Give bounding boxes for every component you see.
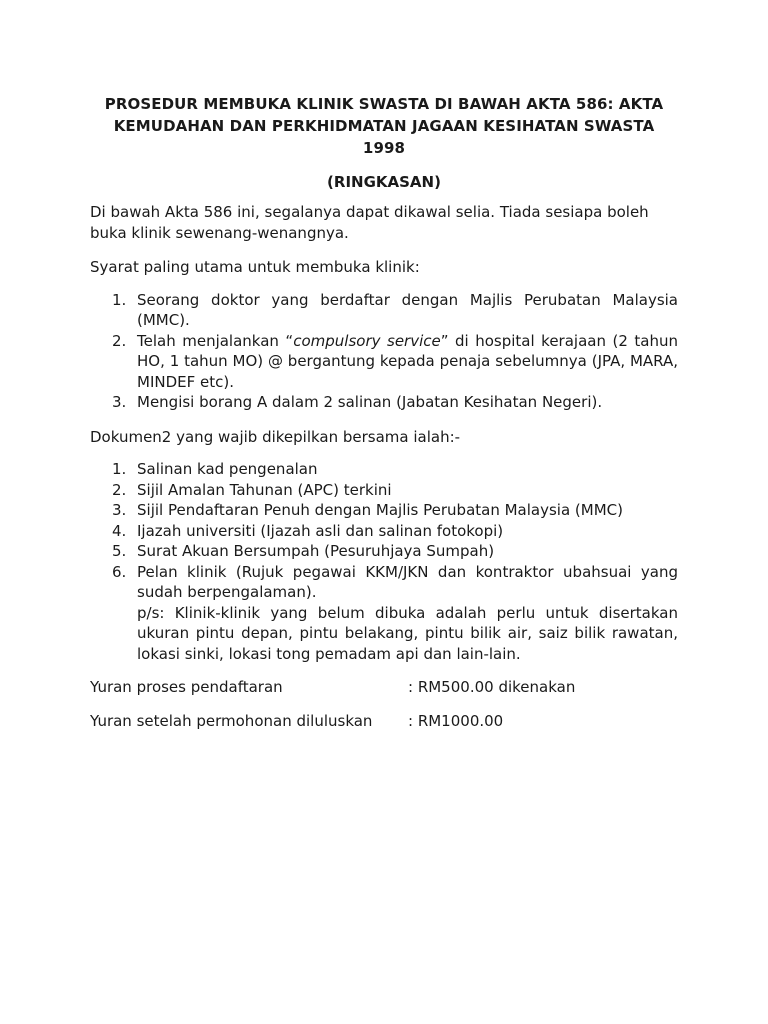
fee-label: Yuran setelah permohonan diluluskan [90,712,373,730]
list-item [90,562,678,665]
list-item-number: 4. [112,521,127,540]
list-item-text: Mengisi borang A dalam 2 salinan (Jabatan Kesihatan Negeri). [137,393,603,411]
list-item-number: 2. [112,331,127,350]
list-item [90,290,678,331]
list-item [90,459,678,480]
list-item-text-post: ” di hospital kerajaan (2 tahun HO, 1 tahun MO) @ bergantung kepada penaja sebelumnya (JPA, MARA, MINDEF etc). [137,331,678,391]
document-title-line-1: PROSEDUR MEMBUKA KLINIK SWASTA DI BAWAH AKTA 586: AKTA [104,95,664,113]
list-item-text-pre: Telah menjalankan “ [137,331,294,350]
list-item-text: Pelan klinik (Rujuk pegawai KKM/JKN dan kontraktor ubahsuai yang sudah berpengalaman). [137,562,678,601]
list-item-number: 1. [112,460,127,478]
list-item [90,331,678,393]
list-item-number: 3. [112,501,127,519]
list-item [90,480,678,501]
list-item [90,541,678,562]
intro-paragraph: Di bawah Akta 586 ini, segalanya dapat dikawal selia. Tiada sesiapa boleh buka klinik sewenang-wenangnya. [90,203,649,242]
fee-label: Yuran proses pendaftaran [90,678,283,696]
list-item-text: Sijil Pendaftaran Penuh dengan Majlis Perubatan Malaysia (MMC) [137,501,623,519]
list-item-number: 6. [112,562,127,581]
list-item-text: Ijazah universiti (Ijazah asli dan salinan fotokopi) [137,521,504,540]
documents-list [90,459,678,664]
list-item-text-italic: compulsory service [293,331,441,350]
list-item [90,521,678,542]
list-item-number: 2. [112,480,127,499]
fee-row [90,677,678,698]
list-item-text: Salinan kad pengenalan [137,460,318,478]
requirements-heading: Syarat paling utama untuk membuka klinik: [90,258,420,276]
list-item [90,500,678,521]
list-item-number: 1. [112,290,127,309]
fee-value: : RM500.00 dikenakan [408,678,576,696]
list-item-number: 5. [112,542,127,560]
documents-heading: Dokumen2 yang wajib dikepilkan bersama ialah:- [90,427,461,446]
document-subtitle: (RINGKASAN) [327,173,441,191]
list-item-number: 3. [112,393,127,411]
list-item-text: Seorang doktor yang berdaftar dengan Majlis Perubatan Malaysia (MMC). [137,290,678,329]
list-item [90,392,678,413]
list-item-text: Sijil Amalan Tahunan (APC) terkini [137,480,392,499]
list-item-text: Surat Akuan Bersumpah (Pesuruhjaya Sumpah) [137,542,495,560]
list-item-note: p/s: Klinik-klinik yang belum dibuka adalah perlu untuk disertakan ukuran pintu depan, pintu belakang, pintu bilik air, saiz bilik rawatan, lokasi sinki, lokasi tong pemadam api dan lain-lain. [137,603,678,663]
document-title-line-2: KEMUDAHAN DAN PERKHIDMATAN JAGAAN KESIHATAN SWASTA 1998 [113,117,655,157]
fee-row [90,711,678,732]
requirements-list [90,290,678,413]
fee-value: : RM1000.00 [408,712,504,730]
